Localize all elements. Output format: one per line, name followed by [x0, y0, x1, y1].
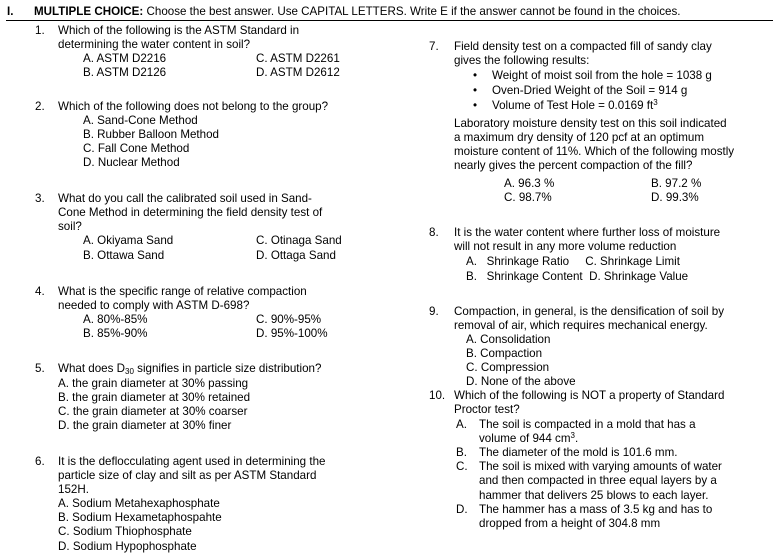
- q2-choice-d: D. Nuclear Method: [83, 156, 180, 169]
- q5-text-pre: What does D: [58, 362, 126, 375]
- q6-number: 6.: [35, 455, 45, 468]
- q10-choice-a-line-2: [479, 432, 578, 446]
- q5-text-post: signifies in particle size distribution?: [133, 362, 322, 375]
- q5-choice-b: B. the grain diameter at 30% retained: [58, 391, 251, 404]
- q5-choice-a: A. the grain diameter at 30% passing: [58, 377, 249, 390]
- q4-text-2: needed to comply with ASTM D-698?: [58, 299, 250, 312]
- instructions-title: MULTIPLE CHOICE:: [34, 5, 144, 18]
- q1-text-1: Which of the following is the ASTM Standard in: [58, 24, 300, 37]
- q7-text-2: gives the following results:: [454, 54, 590, 67]
- q5-subscript: 30: [125, 367, 134, 376]
- q1-choice-c: C. ASTM D2261: [256, 52, 340, 65]
- q10-number: 10.: [429, 389, 446, 402]
- q4-choice-c: C. 90%-95%: [256, 313, 322, 326]
- q3-number: 3.: [35, 192, 45, 205]
- q4-number: 4.: [35, 285, 45, 298]
- q10-choice-a-line-2-text: volume of 944 cm: [479, 432, 571, 445]
- q6-text-3: 152H.: [58, 483, 89, 496]
- bullet-icon: •: [473, 99, 478, 112]
- q2-choice-a: A. Sand-Cone Method: [83, 114, 198, 127]
- q7-para-4: nearly gives the percent compaction of the fill?: [454, 159, 693, 172]
- q7-number: 7.: [429, 40, 439, 53]
- bullet-icon: •: [473, 69, 478, 82]
- q1-number: 1.: [35, 24, 45, 37]
- q8-choices-row-2: B. Shrinkage Content D. Shrinkage Value: [466, 270, 689, 283]
- q10-choice-d-letter: D.: [456, 503, 468, 516]
- q7-given-2: Oven-Dried Weight of the Soil = 914 g: [492, 84, 688, 97]
- instructions-text: Choose the best answer. Use CAPITAL LETTERS. Write E if the answer cannot be found in the choices.: [143, 5, 681, 18]
- q7-given-1: Weight of moist soil from the hole = 1038 g: [492, 69, 712, 82]
- q7-choice-c: C. 98.7%: [504, 191, 552, 204]
- q7-given-3-sup: 3: [653, 98, 658, 107]
- q7-given-3: [492, 99, 658, 113]
- q10-choice-a-end: .: [574, 432, 579, 445]
- q7-given-3-text: Volume of Test Hole = 0.0169 ft: [492, 99, 654, 112]
- q9-number: 9.: [429, 305, 439, 318]
- bullet-icon: •: [473, 84, 478, 97]
- q10-choice-a-sup: 3: [570, 431, 575, 440]
- section-number: I.: [7, 5, 14, 18]
- q3-text-1: What do you call the calibrated soil used in Sand-: [58, 192, 312, 205]
- q7-text-1: Field density test on a compacted fill of sandy clay: [454, 40, 712, 53]
- q10-choice-c-line-2: and then compacted in three equal layers by a: [479, 474, 717, 487]
- q4-choice-a: A. 80%-85%: [83, 313, 148, 326]
- q8-text-2: will not result in any more volume reduction: [454, 240, 677, 253]
- q10-choice-c-line-1: The soil is mixed with varying amounts of water: [479, 460, 722, 473]
- q9-choice-d: D. None of the above: [466, 375, 576, 388]
- q10-choice-c-letter: C.: [456, 460, 468, 473]
- q9-text-1: Compaction, in general, is the densification of soil by: [454, 305, 725, 318]
- q5-choice-d: D. the grain diameter at 30% finer: [58, 419, 232, 432]
- q6-choice-b: B. Sodium Hexametaphospahte: [58, 511, 222, 524]
- q6-text-2: particle size of clay and silt as per ASTM Standard: [58, 469, 317, 482]
- q7-choice-a: A. 96.3 %: [504, 177, 555, 190]
- header-rule: [6, 20, 773, 21]
- q7-para-2: a maximum dry density of 120 pcf at an optimum: [454, 131, 705, 144]
- q6-choice-d: D. Sodium Hypophosphate: [58, 540, 197, 553]
- q4-choice-b: B. 85%-90%: [83, 327, 148, 340]
- q1-choice-a: A. ASTM D2216: [83, 52, 167, 65]
- q10-choice-c-line-3: hammer that delivers 25 blows to each layer.: [479, 489, 709, 502]
- q7-choice-d: D. 99.3%: [651, 191, 699, 204]
- q10-choice-d-line-1: The hammer has a mass of 3.5 kg and has to: [479, 503, 713, 516]
- q7-choice-b: B. 97.2 %: [651, 177, 702, 190]
- q7-para-3: moisture content of 11%. Which of the following mostly: [454, 145, 735, 158]
- q3-text-2: Cone Method in determining the field density test of: [58, 206, 323, 219]
- q8-number: 8.: [429, 226, 439, 239]
- q3-choice-b: B. Ottawa Sand: [83, 249, 165, 262]
- q3-choice-a: A. Okiyama Sand: [83, 234, 174, 247]
- q9-choice-c: C. Compression: [466, 361, 550, 374]
- q6-text-1: It is the deflocculating agent used in determining the: [58, 455, 326, 468]
- q2-choice-c: C. Fall Cone Method: [83, 142, 190, 155]
- q6-choice-c: C. Sodium Thiophosphate: [58, 525, 192, 538]
- q3-text-3: soil?: [58, 220, 82, 233]
- q4-text-1: What is the specific range of relative compaction: [58, 285, 307, 298]
- q1-choice-b: B. ASTM D2126: [83, 66, 167, 79]
- q10-choice-b-letter: B.: [456, 446, 467, 459]
- q9-choice-a: A. Consolidation: [466, 333, 551, 346]
- q6-choice-a: A. Sodium Metahexaphosphate: [58, 497, 220, 510]
- q10-choice-b: The diameter of the mold is 101.6 mm.: [479, 446, 678, 459]
- q9-choice-b: B. Compaction: [466, 347, 543, 360]
- q4-choice-d: D. 95%-100%: [256, 327, 328, 340]
- q10-text-1: Which of the following is NOT a property of Standard: [454, 389, 725, 402]
- q1-choice-d: D. ASTM D2612: [256, 66, 340, 79]
- q5-number: 5.: [35, 362, 45, 375]
- q8-text-1: It is the water content where further loss of moisture: [454, 226, 721, 239]
- q1-text-2: determining the water content in soil?: [58, 38, 251, 51]
- q3-choice-c: C. Otinaga Sand: [256, 234, 342, 247]
- q7-para-1: Laboratory moisture density test on this soil indicated: [454, 117, 727, 130]
- q8-choices-row-1: A. Shrinkage Ratio C. Shrinkage Limit: [466, 255, 680, 268]
- q5-choice-c: C. the grain diameter at 30% coarser: [58, 405, 248, 418]
- q10-text-2: Proctor test?: [454, 403, 520, 416]
- q2-number: 2.: [35, 100, 45, 113]
- q10-choice-a-letter: A.: [456, 418, 467, 431]
- q10-choice-a-line-1: The soil is compacted in a mold that has a: [479, 418, 696, 431]
- q2-choice-b: B. Rubber Balloon Method: [83, 128, 219, 141]
- q10-choice-d-line-2: dropped from a height of 304.8 mm: [479, 517, 661, 530]
- q9-text-2: removal of air, which requires mechanical energy.: [454, 319, 708, 332]
- instructions: [34, 5, 681, 19]
- q3-choice-d: D. Ottaga Sand: [256, 249, 336, 262]
- q2-text: Which of the following does not belong to the group?: [58, 100, 329, 113]
